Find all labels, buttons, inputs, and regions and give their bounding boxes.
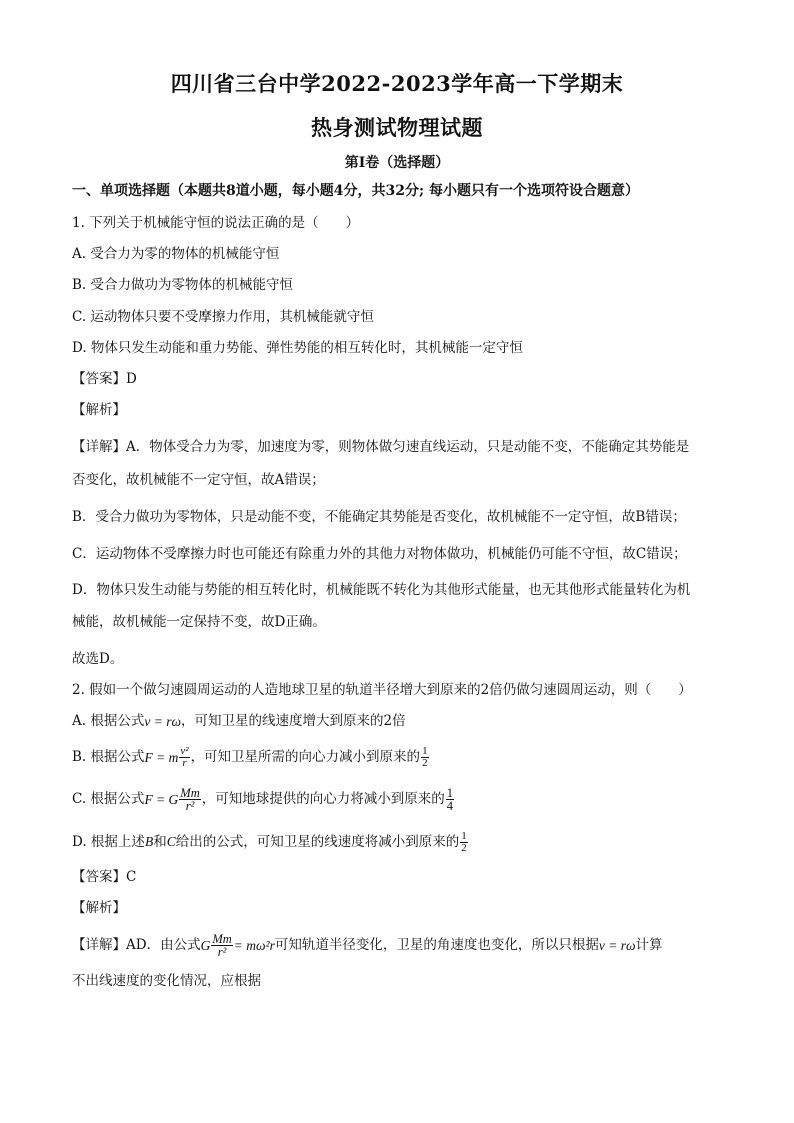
answer-value: D [126, 371, 137, 387]
q1-option-b: B. 受合力做功为零物体的机械能守恒 [72, 277, 294, 293]
fraction-mm-over-r2 [179, 787, 200, 813]
fraction-one-half [421, 746, 429, 769]
detail-label: 【详解】 [72, 439, 126, 455]
option-ref-b: B [144, 834, 154, 849]
formula-f-lhs: F = G [144, 791, 179, 807]
volume-heading: 第Ⅰ卷（选择题） [344, 155, 450, 171]
fraction-v2-over-r [179, 746, 189, 769]
fraction-one-quarter [446, 787, 454, 813]
q2-analysis-label: 【解析】 [72, 900, 126, 916]
exam-title: 四川省三台中学2022-2023学年高一下学期末 [170, 71, 624, 96]
q2-option-a [72, 710, 726, 733]
fraction-denominator: r [182, 757, 187, 769]
formula-v-r-omega: v = rω [144, 713, 181, 729]
fraction-numerator: 1 [446, 785, 453, 800]
q1-detail-line-5: D．物体只发生动能与势能的相互转化时，机械能既不转化为其他形式能量，也无其他形式能量转化为机 [72, 582, 691, 598]
fraction-mm-over-r2 [211, 933, 232, 959]
q1-detail-line-3: B．受合力做功为零物体，只是动能不变，不能确定其势能是否变化，故机械能不一定守恒，故B错误； [72, 509, 686, 525]
q2-stem: 2. 假如一个做匀速圆周运动的人造地球卫星的轨道半径增大到原来的2倍仍做匀速圆周运动，则（ ） [72, 682, 692, 698]
q2-option-d [72, 829, 726, 855]
answer-value: C [126, 869, 137, 885]
formula-v-r-omega: v = rω [598, 937, 636, 953]
q1-analysis-label: 【解析】 [72, 402, 126, 418]
fraction-numerator: Mm [180, 785, 200, 800]
detail-text: A．物体受合力为零，加速度为零，则物体做匀速直线运动，只是动能不变，不能确定其势能是 [126, 439, 690, 455]
option-d-prefix: D. 根据上述 [72, 834, 145, 850]
fraction-denominator: 2 [422, 757, 428, 769]
answer-label: 【答案】 [72, 869, 126, 885]
fraction-one-half [460, 831, 468, 854]
option-ref-c: C [166, 834, 176, 849]
option-c-prefix: C. 根据公式 [72, 791, 145, 807]
q2-option-c [72, 785, 726, 814]
option-b-suffix: ，可知卫星所需的向心力减小到原来的 [190, 749, 421, 765]
option-d-suffix: 给出的公式，可知卫星的线速度将减小到原来的 [175, 834, 460, 850]
detail-prefix: AD．由公式 [126, 937, 201, 953]
detail-middle: 可知轨道半径变化，卫星的角速度也变化，所以只根据 [274, 937, 599, 953]
q2-option-b [72, 744, 726, 771]
option-a-prefix: A. 根据公式 [72, 713, 145, 729]
answer-label: 【答案】 [72, 371, 126, 387]
exam-subtitle: 热身测试物理试题 [311, 115, 483, 140]
fraction-numerator: 1 [461, 830, 467, 842]
option-b-prefix: B. 根据公式 [72, 749, 145, 765]
q2-detail-line-1 [72, 931, 726, 960]
q2-detail-line-2: 不出线速度的变化情况，应根据 [72, 973, 261, 989]
q1-option-c: C. 运动物体只要不受摩擦力作用，其机械能就守恒 [72, 309, 374, 325]
formula-m-omega2-r: = mω²r [233, 937, 275, 953]
fraction-numerator: Mm [212, 931, 232, 946]
option-c-suffix: ，可知地球提供的向心力将减小到原来的 [201, 791, 445, 807]
fraction-denominator: 2 [461, 842, 467, 854]
fraction-denominator: r² [217, 945, 227, 959]
option-a-suffix: ，可知卫星的线速度增大到原来的2倍 [180, 713, 406, 729]
formula-f-lhs: F = m [144, 749, 179, 765]
q1-detail-line-6: 械能，故机械能一定保持不变，故D正确。 [72, 614, 326, 630]
q1-option-d: D. 物体只发生动能和重力势能、弹性势能的相互转化时，其机械能一定守恒 [72, 340, 523, 356]
fraction-denominator: r² [185, 799, 195, 813]
detail-label: 【详解】 [72, 937, 126, 953]
q1-detail-line-2: 否变化，故机械能不一定守恒，故A错误； [72, 472, 325, 488]
option-d-and: 和 [153, 834, 167, 850]
q1-conclusion: 故选D。 [72, 651, 124, 667]
fraction-numerator: v² [180, 745, 189, 757]
q1-answer [72, 368, 726, 390]
fraction-denominator: 4 [446, 799, 453, 813]
section-heading: 一、单项选择题（本题共8道小题，每小题4分，共32分; 每小题只有一个选项符设合题意） [72, 183, 640, 199]
formula-g: G [200, 937, 211, 953]
fraction-numerator: 1 [422, 745, 428, 757]
detail-suffix: 计算 [635, 937, 663, 953]
q1-stem: 1. 下列关于机械能守恒的说法正确的是（ ） [72, 215, 360, 231]
q1-option-a: A. 受合力为零的物体的机械能守恒 [72, 246, 280, 262]
q1-detail-line-4: C．运动物体不受摩擦力时也可能还有除重力外的其他力对物体做功，机械能仍可能不守恒，故C错误； [72, 546, 687, 562]
q2-answer [72, 866, 726, 888]
q1-detail-line-1 [72, 436, 726, 458]
